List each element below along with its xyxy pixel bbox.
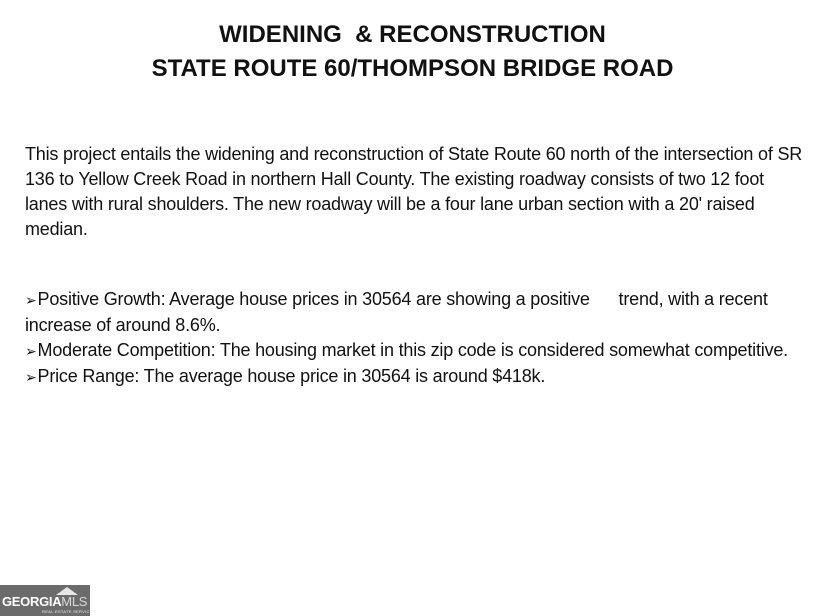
- arrow-bullet-icon: ➢: [25, 292, 37, 308]
- bullet-price-range: [25, 364, 810, 390]
- arrow-bullet-icon: ➢: [25, 343, 37, 359]
- title-line-1: WIDENING & RECONSTRUCTION: [219, 21, 606, 48]
- logo-subtitle: REAL ESTATE SERVICES: [42, 609, 96, 614]
- bullet-text: Price Range: The average house price in 30564 is around $418k.: [37, 366, 546, 386]
- bullet-text: Positive Growth: Average house prices in 30564 are showing a positive trend, with a recent increase of around 8.6%.: [25, 289, 773, 335]
- arrow-bullet-icon: ➢: [25, 369, 37, 385]
- georgia-mls-logo: [0, 585, 96, 616]
- bullet-moderate-competition: [25, 338, 810, 364]
- logo-brand-main: GEORGIA: [2, 594, 62, 609]
- project-description: This project entails the widening and reconstruction of State Route 60 north of the intersection of SR 136 to Yellow Creek Road in northern Hall County. The existing roadway consists of two 12 foot lanes with rural shoulders. The new roadway will be a four lane urban section with a 20' raised median.: [25, 144, 803, 239]
- page-title: [0, 18, 825, 86]
- bullet-positive-growth: [25, 287, 810, 338]
- market-bullet-list: [25, 287, 810, 390]
- logo-wordmark: [2, 594, 87, 609]
- logo-brand-accent: MLS: [61, 594, 88, 609]
- title-line-2: STATE ROUTE 60/THOMPSON BRIDGE ROAD: [151, 55, 674, 82]
- bullet-text: Moderate Competition: The housing market in this zip code is considered somewhat competitive.: [37, 340, 788, 360]
